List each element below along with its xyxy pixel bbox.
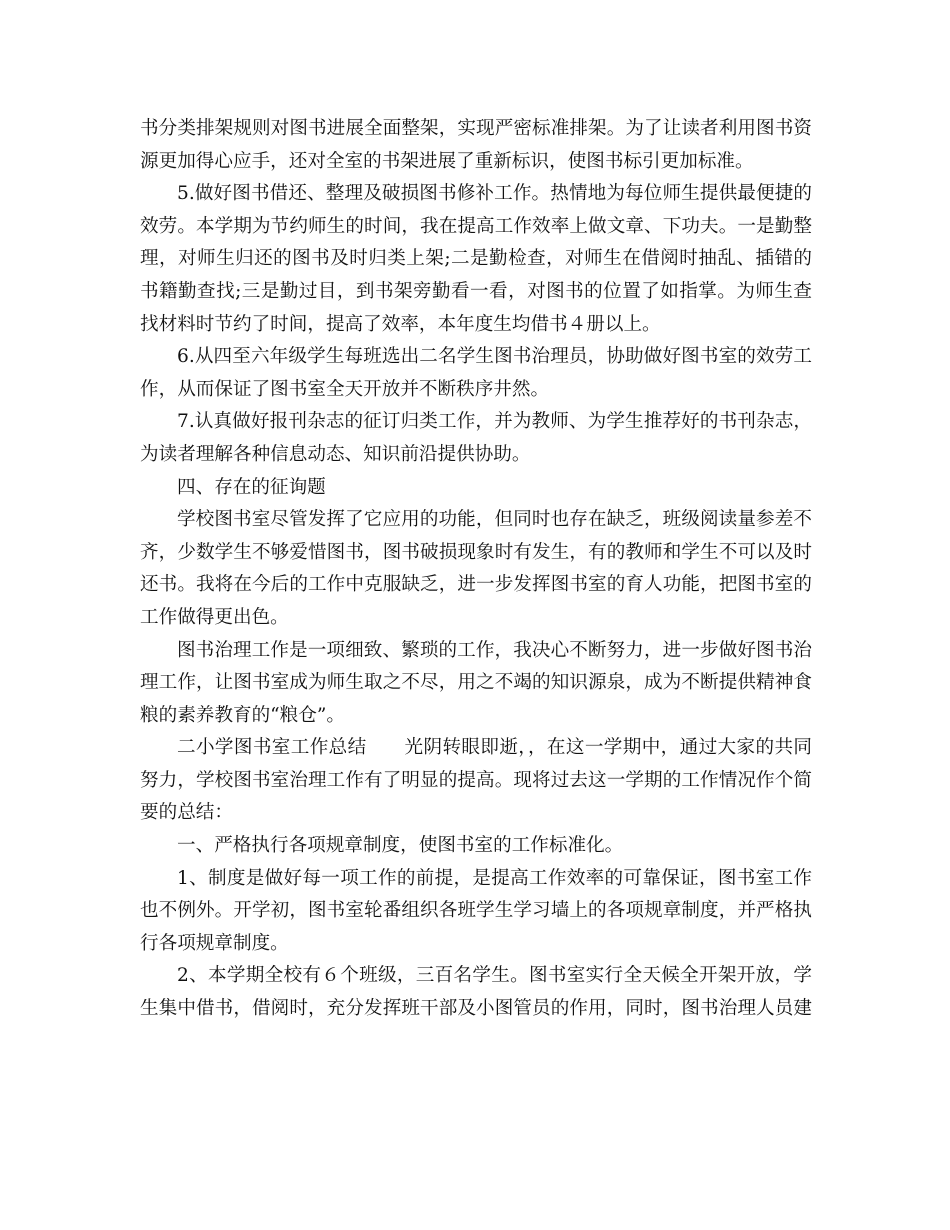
paragraph-first-line: 图书治理工作是一项细致、繁琐的工作，我决心不断努力，进一步做好图书治 xyxy=(177,639,812,661)
text-line: 努力，学校图书室治理工作有了明显的提高。现将过去这一学期的工作情况作个简 xyxy=(140,769,812,791)
text-line: 书籍勤查找;三是勤过目，到书架旁勤看一看，对图书的位置了如指掌。为师生查 xyxy=(140,280,812,302)
paragraph-first-line: 2、本学期全校有６个班级，三百名学生。图书室实行全天候全开架开放，学 xyxy=(177,965,812,987)
paragraph-first-line: 1、制度是做好每一项工作的前提，是提高工作效率的可靠保证，图书室工作 xyxy=(177,867,812,889)
paragraph-first-line: 5.做好图书借还、整理及破损图书修补工作。热情地为每位师生提供最便捷的 xyxy=(177,183,812,205)
text-line: 源更加得心应手，还对全室的书架进展了重新标识，使图书标引更加标准。 xyxy=(140,150,754,172)
text-line: 生集中借书，借阅时，充分发挥班干部及小图管员的作用，同时，图书治理人员建 xyxy=(140,998,812,1020)
paragraph-first-line: 6.从四至六年级学生每班选出二名学生图书治理员，协助做好图书室的效劳工 xyxy=(177,346,812,368)
text-line: 也不例外。开学初，图书室轮番组织各班学生学习墙上的各项规章制度，并严格执 xyxy=(140,900,812,922)
document-body xyxy=(140,113,812,1026)
paragraph-first-line: 四、存在的征询题 xyxy=(177,476,326,498)
text-line: 理工作，让图书室成为师生取之不尽，用之不竭的知识源泉，成为不断提供精神食 xyxy=(140,672,812,694)
text-line: 为读者理解各种信息动态、知识前沿提供协助。 xyxy=(140,443,531,465)
paragraph-first-line: 二小学图书室工作总结 光阴转眼即逝，，在这一学期中，通过大家的共同 xyxy=(177,737,812,759)
paragraph-first-line: 一、严格执行各项规章制度，使图书室的工作标准化。 xyxy=(177,835,624,857)
text-line: 工作做得更出色。 xyxy=(140,606,289,628)
text-line: 还书。我将在今后的工作中克服缺乏，进一步发挥图书室的育人功能，把图书室的 xyxy=(140,574,812,596)
text-line: 要的总结： xyxy=(140,802,233,824)
text-line: 找材料时节约了时间，提高了效率，本年度生均借书４册以上。 xyxy=(140,313,661,335)
paragraph-first-line: 7.认真做好报刊杂志的征订归类工作，并为教师、为学生推荐好的书刊杂志， xyxy=(177,411,812,433)
text-line: 行各项规章制度。 xyxy=(140,932,289,954)
text-line: 齐，少数学生不够爱惜图书，图书破损现象时有发生，有的教师和学生不可以及时 xyxy=(140,541,812,563)
text-line: 书分类排架规则对图书进展全面整架，实现严密标准排架。为了让读者利用图书资 xyxy=(140,118,812,139)
text-line: 粮的素养教育的“粮仓”。 xyxy=(140,704,345,726)
text-line: 效劳。本学期为节约师生的时间，我在提高工作效率上做文章、下功夫。一是勤整 xyxy=(140,215,812,237)
text-line: 作，从而保证了图书室全天开放并不断秩序井然。 xyxy=(140,378,550,400)
text-line: 理，对师生归还的图书及时归类上架;二是勤检查，对师生在借阅时抽乱、插错的 xyxy=(140,248,812,270)
paragraph-first-line: 学校图书室尽管发挥了它应用的功能，但同时也存在缺乏，班级阅读量参差不 xyxy=(177,509,812,531)
